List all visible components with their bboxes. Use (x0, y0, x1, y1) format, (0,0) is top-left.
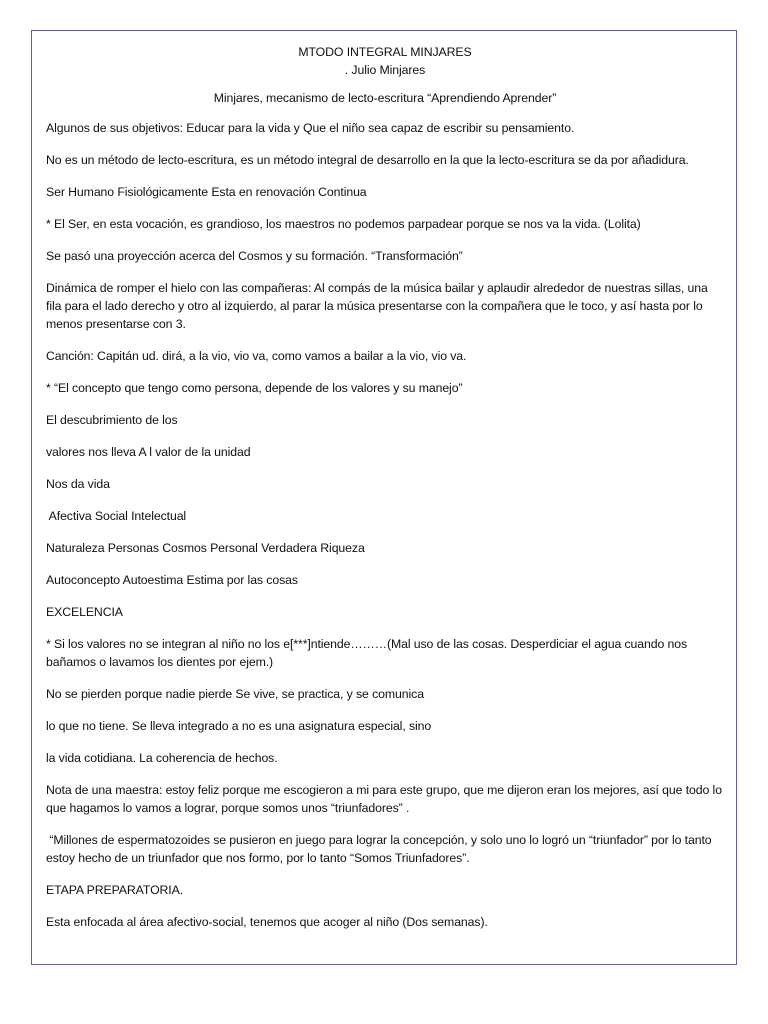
paragraph: Dinámica de romper el hielo con las compañeras: Al compás de la música bailar y aplaudir alrededor de nuestras sillas, una fila para el lado derecho y otro al izquierdo, al parar la música presentarse con la compañera que le toco, y así hasta por lo menos presentarse con 3. (46, 281, 708, 331)
paragraph: ETAPA PREPARATORIA. (46, 883, 184, 897)
paragraph: No es un método de lecto-escritura, es un método integral de desarrollo en la que la lecto-escritura se da por añadidura. (46, 153, 689, 167)
paragraph: Canción: Capitán ud. dirá, a la vio, vio va, como vamos a bailar a la vio, vio va. (46, 349, 467, 363)
paragraph: “Millones de espermatozoides se pusieron en juego para lograr la concepción, y solo uno lo logró un “triunfador” por lo tanto estoy hecho de un triunfador que nos formo, por lo tanto “Somos Triunfadores”. (46, 833, 715, 865)
document-author: . Julio Minjares (344, 63, 426, 77)
paragraph: Se pasó una proyección acerca del Cosmos y su formación. “Transformación” (46, 249, 463, 263)
paragraph: Autoconcepto Autoestima Estima por las cosas (46, 573, 298, 587)
paragraph: El descubrimiento de los (46, 413, 178, 427)
paragraph: Nota de una maestra: estoy feliz porque me escogieron a mi para este grupo, que me dijeron eran los mejores, así que todo lo que hagamos lo vamos a lograr, porque somos unos “triunfadores” . (46, 783, 722, 815)
paragraph: Naturaleza Personas Cosmos Personal Verdadera Riqueza (46, 541, 365, 555)
title-block (46, 43, 724, 79)
paragraph: * “El concepto que tengo como persona, depende de los valores y su manejo” (46, 381, 463, 395)
paragraph: Ser Humano Fisiológicamente Esta en renovación Continua (46, 185, 367, 199)
paragraph: Esta enfocada al área afectivo-social, tenemos que acoger al niño (Dos semanas). (46, 915, 488, 929)
document-subtitle: Minjares, mecanismo de lecto-escritura “Aprendiendo Aprender” (213, 91, 557, 105)
document-title: MTODO INTEGRAL MINJARES (298, 45, 472, 59)
paragraph: * Si los valores no se integran al niño no los e[***]ntiende………(Mal uso de las cosas. Desperdiciar el agua cuando nos bañamos o lavamos los dientes por ejem.) (46, 637, 688, 669)
paragraph: Nos da vida (46, 477, 110, 491)
paragraph: valores nos lleva A l valor de la unidad (46, 445, 251, 459)
paragraph: * El Ser, en esta vocación, es grandioso, los maestros no podemos parpadear porque se nos va la vida. (Lolita) (46, 217, 641, 231)
paragraph: No se pierden porque nadie pierde Se vive, se practica, y se comunica (46, 687, 424, 701)
document-content (46, 43, 724, 945)
paragraph: Algunos de sus objetivos: Educar para la vida y Que el niño sea capaz de escribir su pensamiento. (46, 121, 575, 135)
paragraph: EXCELENCIA (46, 605, 123, 619)
paragraph: lo que no tiene. Se lleva integrado a no es una asignatura especial, sino (46, 719, 432, 733)
paragraph: la vida cotidiana. La coherencia de hechos. (46, 751, 278, 765)
document-page (31, 30, 737, 965)
paragraph: Afectiva Social Intelectual (46, 509, 187, 523)
